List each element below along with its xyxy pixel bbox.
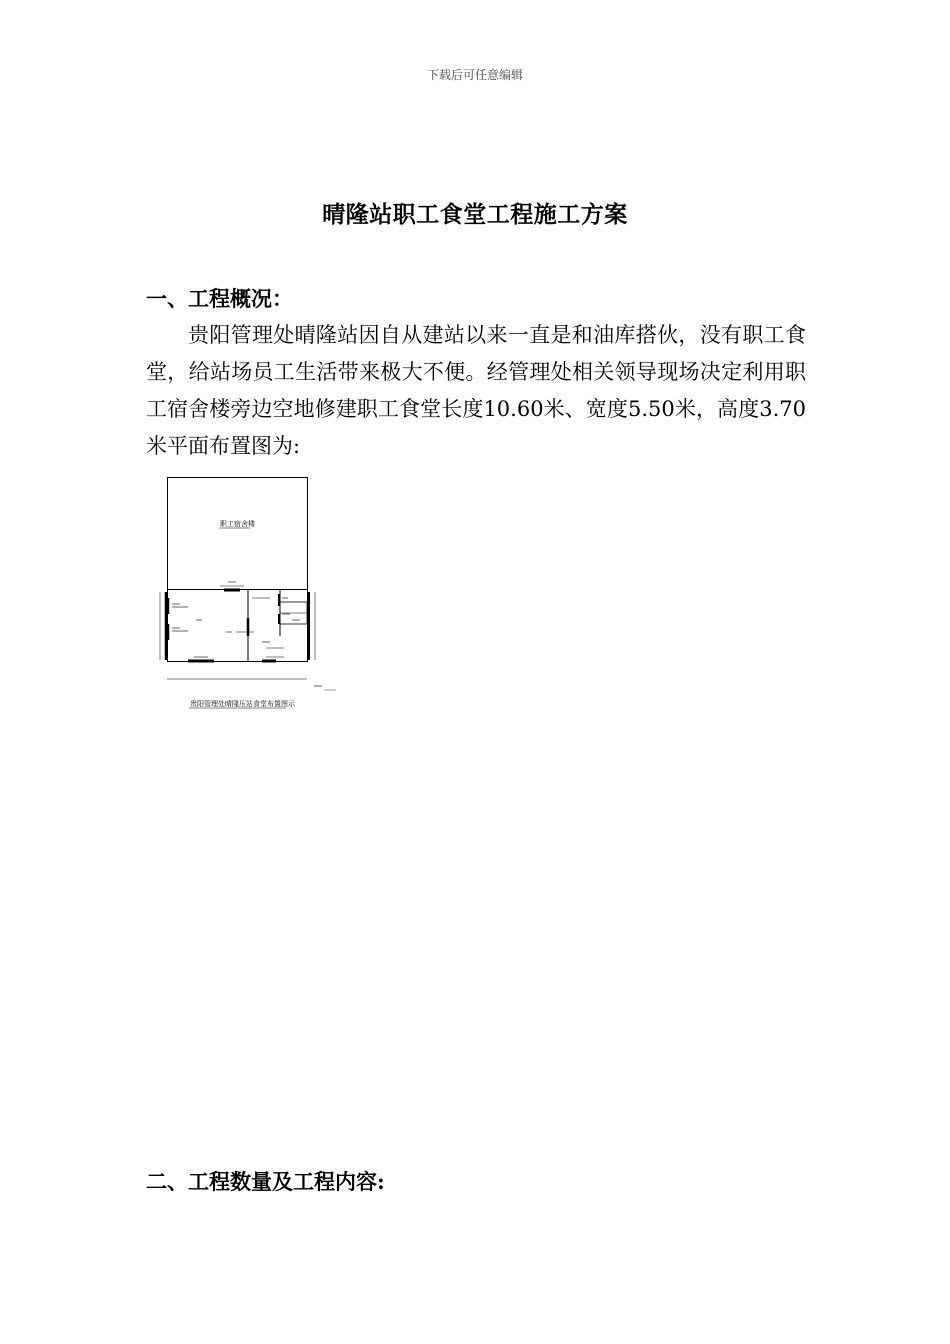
section-heading-quantities: 二、工程数量及工程内容: (146, 1169, 385, 1194)
document-title: 晴隆站职工食堂工程施工方案 (322, 201, 628, 228)
dormitory-building-label: 职工宿舍楼 (220, 520, 255, 528)
floor-plan-drawing (158, 474, 342, 714)
section-heading-overview: 一、工程概况： (146, 286, 293, 311)
header-note: 下载后可任意编辑 (426, 68, 523, 82)
canteen-outline (168, 590, 308, 662)
floor-plan-caption: 贵阳管理处晴隆压站食堂布置图示 (190, 700, 295, 708)
annotation-marks (172, 582, 300, 657)
dormitory-building-outline (168, 478, 308, 590)
floor-plan-svg (158, 474, 342, 714)
overview-paragraph: 贵阳管理处晴隆站因自从建站以来一直是和油库搭伙，没有职工食堂，给站场员工生活带来极大不便。经管理处相关领导现场决定利用职工宿舍楼旁边空地修建职工食堂长度10.60米、宽度5.50米，高度3.70米平面布置图为: (146, 323, 806, 458)
